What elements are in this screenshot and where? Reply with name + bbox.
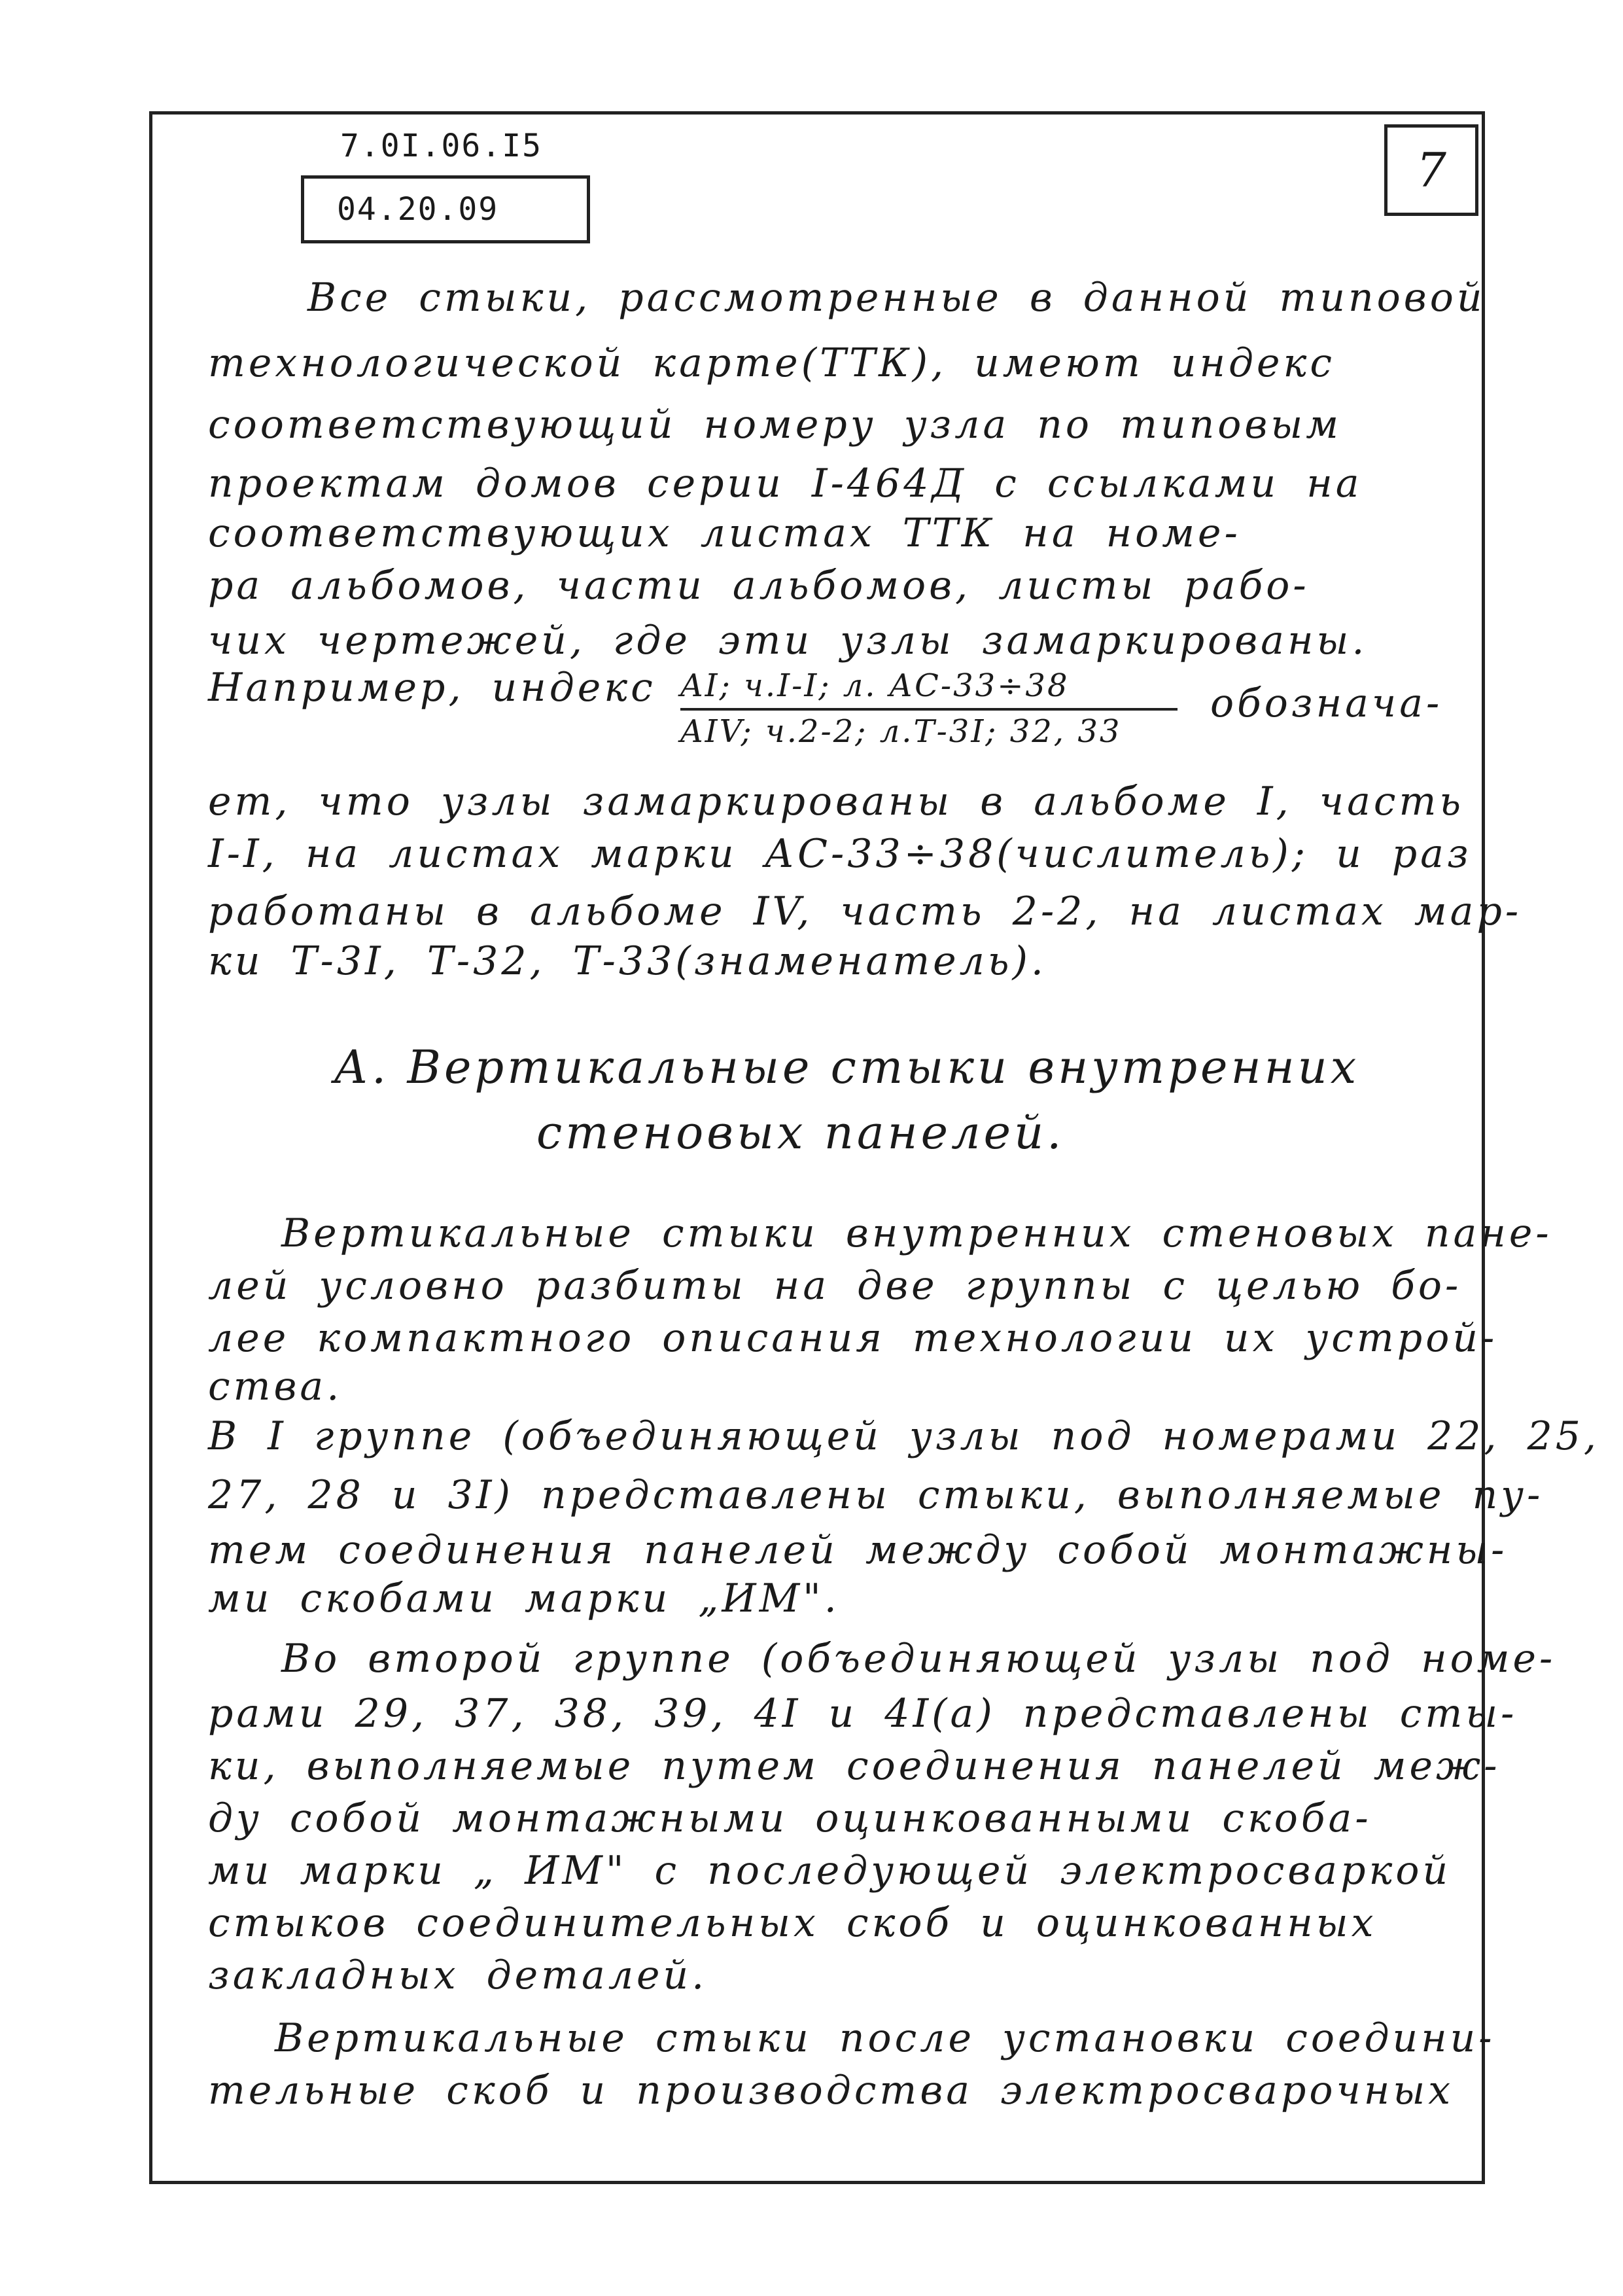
boxed-code: 04.20.09: [301, 175, 590, 243]
body-line: стыков соединительных скоб и оцинкованных: [208, 1900, 1377, 1946]
page-number: 7: [1384, 124, 1478, 216]
index-denominator: AIV; ч.2-2; л.Т-3I; 32, 33: [680, 713, 1122, 750]
intro-cont-line: I-I, на листах марки АС-33÷38(числитель); и раз: [208, 831, 1472, 877]
index-suffix: обознача-: [1210, 680, 1443, 726]
body-line: Во второй группе (объединяющей узлы под номе-: [281, 1636, 1556, 1682]
body-line: закладных деталей.: [208, 1952, 708, 1998]
intro-line: технологической карте(ТТК), имеют индекс: [208, 340, 1335, 386]
body-line: 27, 28 и 3I) представлены стыки, выполняемые пу-: [208, 1472, 1544, 1518]
intro-cont-line: ки Т-3I, Т-32, Т-33(знаменатель).: [208, 938, 1047, 984]
intro-line: проектам домов серии I-464Д с ссылками на: [208, 461, 1363, 506]
intro-line: чих чертежей, где эти узлы замаркированы.: [208, 618, 1368, 663]
intro-line: ра альбомов, части альбомов, листы рабо-: [208, 563, 1310, 609]
intro-line: соответствующих листах ТТК на номе-: [208, 510, 1241, 556]
intro-line: Все стыки, рассмотренные в данной типовой: [307, 275, 1486, 321]
body-line: В I группе (объединяющей узлы под номерами 22, 25,: [208, 1413, 1599, 1459]
intro-cont-line: ет, что узлы замаркированы в альбоме I, часть: [208, 779, 1465, 824]
body-line: Вертикальные стыки после установки соедини-: [275, 2015, 1495, 2061]
body-line: ду собой монтажными оцинкованными скоба-: [208, 1795, 1372, 1841]
body-line: ства.: [208, 1364, 343, 1409]
section-heading-cont: стеновых панелей.: [536, 1106, 1065, 1159]
intro-cont-line: работаны в альбоме IV, часть 2-2, на листах мар-: [208, 889, 1522, 934]
body-line: лее компактного описания технологии их устрой-: [208, 1315, 1498, 1361]
body-line: ки, выполняемые путем соединения панелей меж-: [208, 1743, 1501, 1789]
intro-line: соответствующий номеру узла по типовым: [208, 402, 1342, 448]
body-line: ми скобами марки „ИМ".: [208, 1576, 840, 1621]
body-line: рами 29, 37, 38, 39, 4I и 4I(а) представлены сты-: [208, 1691, 1518, 1737]
body-line: лей условно разбиты на две группы с целью бо-: [208, 1263, 1462, 1309]
body-line: тельные скоб и производства электросварочных: [208, 2068, 1454, 2113]
index-numerator: AI; ч.I-I; л. АС-33÷38: [680, 667, 1178, 711]
document-code: 7.0I.06.I5: [340, 128, 542, 164]
index-fraction: [680, 667, 1178, 750]
body-line: тем соединения панелей между собой монтажны-: [208, 1527, 1508, 1573]
intro-line: Например, индекс: [208, 665, 656, 711]
section-heading: А. Вертикальные стыки внутренних: [334, 1040, 1360, 1094]
body-line: Вертикальные стыки внутренних стеновых пане-: [281, 1210, 1552, 1256]
body-line: ми марки „ ИМ" с последующей электросваркой: [208, 1848, 1452, 1894]
